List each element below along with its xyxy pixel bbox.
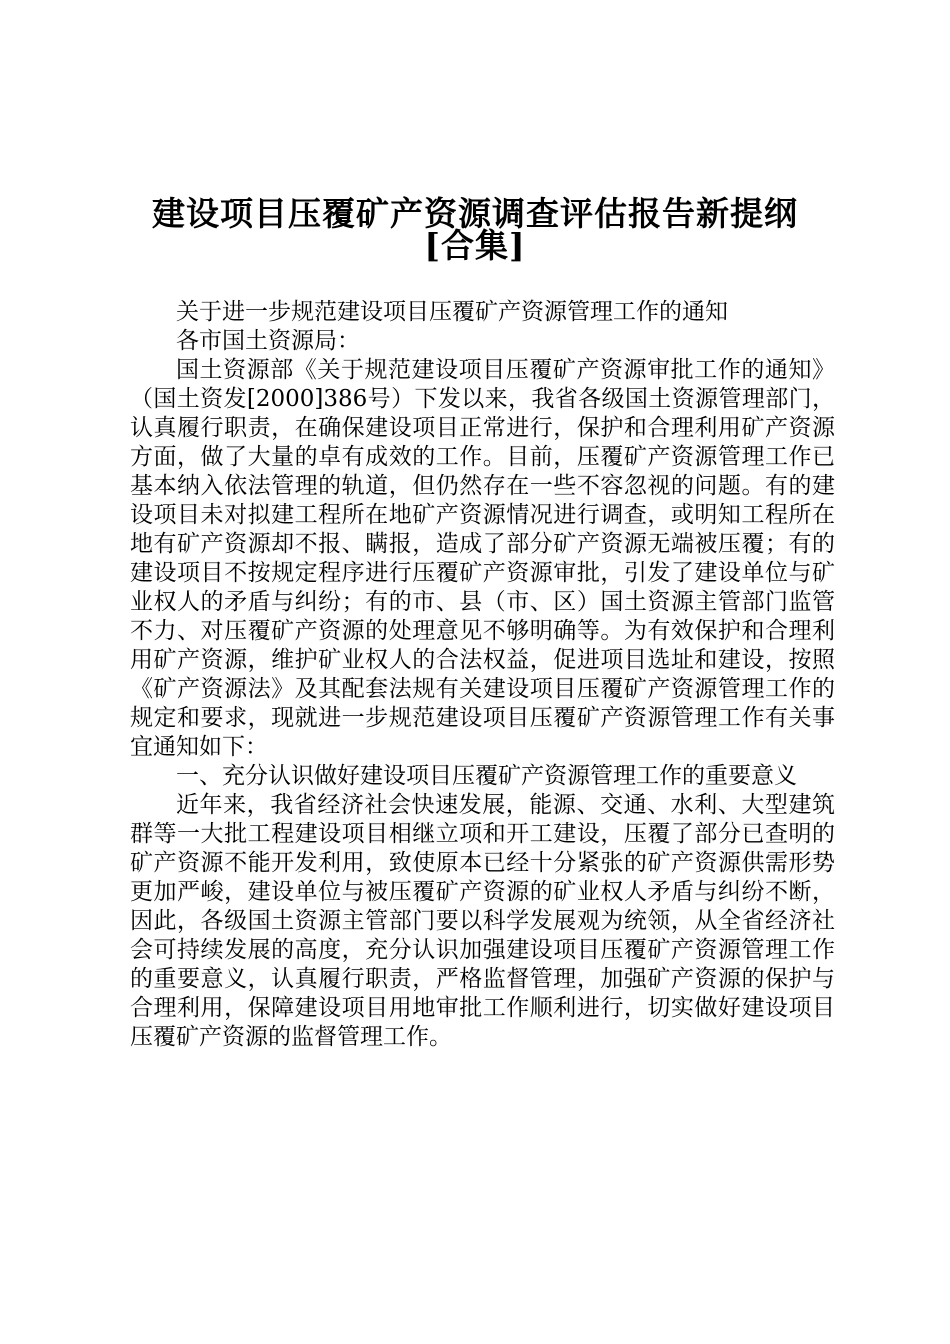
notice-heading: 关于进一步规范建设项目压覆矿产资源管理工作的通知 — [176, 299, 728, 325]
document-title-line-2: [合集] — [424, 226, 526, 265]
body-paragraph: 近年来，我省经济社会快速发展，能源、交通、水利、大型建筑群等一大批工程建设项目相继立项和开工建设，压覆了部分已查明的矿产资源不能开发利用，致使原本已经十分紧张的矿产资源供需形势更加严峻，建设单位与被压覆矿产资源的矿业权人矛盾与纠纷不断，因此，各级国土资源主管部门要以科学发展观为统领，从全省经济社会可持续发展的高度，充分认识加强建设项目压覆矿产资源管理工作的重要意义，认真履行职责，严格监督管理，加强矿产资源的保护与合理利用，保障建设项目用地审批工作顺利进行，切实做好建设项目压覆矿产资源的监督管理工作。 — [130, 792, 835, 1050]
document-title-line-1: 建设项目压覆矿产资源调查评估报告新提纲 — [152, 194, 798, 233]
section-heading: 一、充分认识做好建设项目压覆矿产资源管理工作的重要意义 — [176, 763, 797, 789]
body-paragraph: 国土资源部《关于规范建设项目压覆矿产资源审批工作的通知》（国土资发[2000]386号）下发以来，我省各级国土资源管理部门，认真履行职责，在确保建设项目正常进行，保护和合理利用矿产资源方面，做了大量的卓有成效的工作。目前，压覆矿产资源管理工作已基本纳入依法管理的轨道，但仍然存在一些不容忽视的问题。有的建设项目未对拟建工程所在地矿产资源情况进行调查，或明知工程所在地有矿产资源却不报、瞒报，造成了部分矿产资源无端被压覆；有的建设项目不按规定程序进行压覆矿产资源审批，引发了建设单位与矿业权人的矛盾与纠纷；有的市、县（市、区）国土资源主管部门监管不力、对压覆矿产资源的处理意见不够明确等。为有效保护和合理利用矿产资源，维护矿业权人的合法权益，促进项目选址和建设，按照《矿产资源法》及其配套法规有关建设项目压覆矿产资源管理工作的规定和要求，现就进一步规范建设项目压覆矿产资源管理工作有关事宜通知如下： — [130, 357, 835, 760]
salutation: 各市国土资源局： — [176, 328, 360, 354]
document-body — [130, 298, 835, 1052]
